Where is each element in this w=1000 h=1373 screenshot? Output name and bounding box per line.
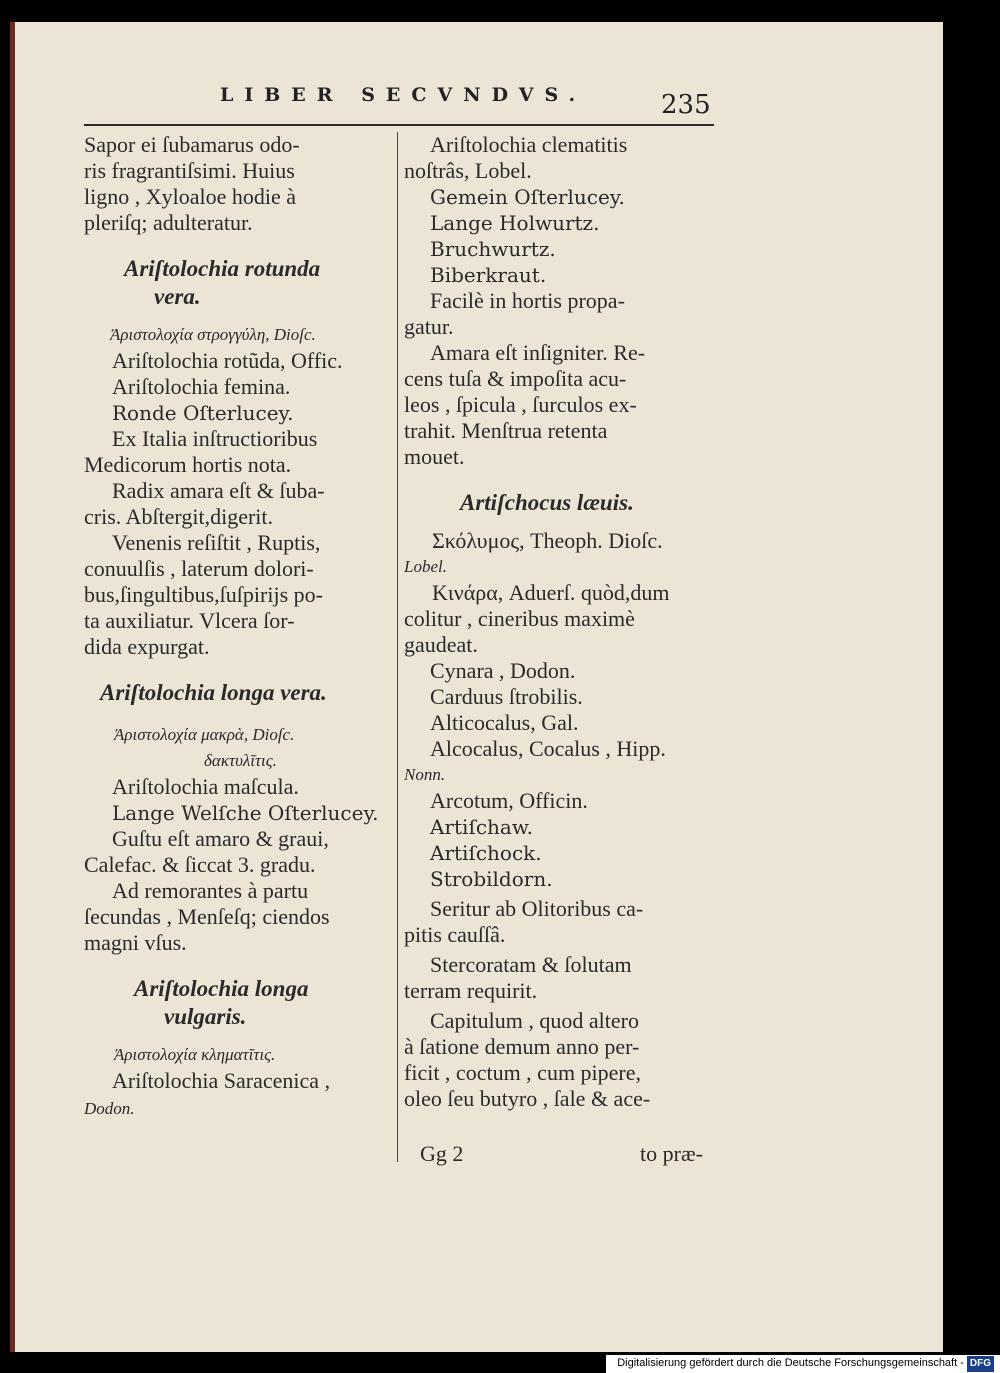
left-column-line: Ἀριστολοχία μακρὰ, Dioſc. bbox=[114, 725, 295, 744]
right-column-line: pitis cauſſâ. bbox=[404, 922, 506, 947]
right-column-line: Κινάρα, Aduerſ. quòd,dum bbox=[432, 580, 670, 605]
credit-text: Digitalisierung gefördert durch die Deutsche Forschungsgemeinschaft - bbox=[617, 1357, 964, 1369]
left-column-line: Ad remorantes à partu bbox=[112, 878, 309, 903]
left-column-line: dida expurgat. bbox=[84, 634, 210, 659]
right-column-line: gaudeat. bbox=[404, 632, 478, 657]
right-column-line: leos , ſpicula , ſurculos ex- bbox=[404, 392, 637, 417]
right-column-line: colitur , cineribus maximè bbox=[404, 606, 635, 631]
right-column-line: à ſatione demum anno per- bbox=[404, 1034, 640, 1059]
right-column-line: Bruchwurtz. bbox=[430, 237, 556, 261]
right-column-line: gatur. bbox=[404, 314, 454, 339]
running-title: LIBER SECVNDVS. bbox=[220, 84, 587, 106]
left-column-line: Ariſtolochia longa vera. bbox=[100, 680, 327, 705]
digitization-credit bbox=[606, 1355, 1000, 1373]
right-column-line: Alcocalus, Cocalus , Hipp. bbox=[430, 736, 666, 761]
left-column-line: Venenis reſiſtit , Ruptis, bbox=[112, 530, 321, 555]
right-column-line: Carduus ſtrobilis. bbox=[430, 684, 583, 709]
right-column-line: Strobildorn. bbox=[430, 867, 553, 891]
right-column-line: Seritur ab Olitoribus ca- bbox=[430, 896, 644, 921]
left-column-line: Ariſtolochia rotunda bbox=[124, 256, 321, 281]
signature-mark: Gg 2 bbox=[420, 1141, 464, 1166]
right-column-line: Ariſtolochia clematitis bbox=[430, 132, 628, 157]
right-column-line: cens tuſa & impoſita acu- bbox=[404, 366, 627, 391]
left-column-line: Medicorum hortis nota. bbox=[84, 452, 292, 477]
left-column-line: Calefac. & ſiccat 3. gradu. bbox=[84, 852, 316, 877]
left-column-line: bus,ſingultibus,ſuſpirijs po- bbox=[84, 582, 323, 607]
right-column-line: Artiſchock. bbox=[430, 841, 542, 865]
left-column-line: ſecundas , Menſeſq; ciendos bbox=[84, 904, 330, 929]
right-column-line: noſtrâs, Lobel. bbox=[404, 158, 532, 183]
left-column-line: Ἀριστολοχία στρογγύλη, Dioſc. bbox=[110, 325, 316, 344]
left-column-line: magni vſus. bbox=[84, 930, 187, 955]
left-column-line: δακτυλῖτις. bbox=[204, 751, 277, 770]
right-column-line: terram requirit. bbox=[404, 978, 538, 1003]
right-column-line: Biberkraut. bbox=[430, 263, 547, 287]
left-column-line: Dodon. bbox=[84, 1099, 135, 1118]
right-column-line: Alticocalus, Gal. bbox=[430, 710, 579, 735]
right-column-line: Artiſchaw. bbox=[430, 815, 533, 839]
left-column-line: Radix amara eſt & ſuba- bbox=[112, 478, 325, 503]
right-column-line: Arcotum, Officin. bbox=[430, 788, 588, 813]
right-column-line: Capitulum , quod altero bbox=[430, 1008, 639, 1033]
right-column-line: oleo ſeu butyro , ſale & ace- bbox=[404, 1086, 651, 1111]
left-column-line: vulgaris. bbox=[164, 1004, 247, 1029]
right-column-line: trahit. Menſtrua retenta bbox=[404, 418, 608, 443]
column-divider bbox=[397, 132, 398, 1162]
left-column-line: vera. bbox=[154, 284, 201, 309]
left-column-line: pleriſq; adulteratur. bbox=[84, 210, 253, 235]
dfg-logo: DFG bbox=[967, 1356, 994, 1372]
left-column-line: Sapor ei ſubamarus odo- bbox=[84, 132, 300, 157]
right-column-line: Gemein Oſterlucey. bbox=[430, 185, 625, 209]
right-column-line: Stercoratam & ſolutam bbox=[430, 952, 632, 977]
catchword: to præ- bbox=[640, 1141, 703, 1166]
left-column-line: Guſtu eſt amaro & graui, bbox=[112, 826, 329, 851]
right-column-line: mouet. bbox=[404, 444, 465, 469]
right-column-line: ficit , coctum , cum pipere, bbox=[404, 1060, 642, 1085]
right-column-line: Σκόλυμος, Theoph. Dioſc. bbox=[432, 528, 663, 553]
right-column-line: Artiſchocus læuis. bbox=[460, 490, 634, 515]
left-column-line: ta auxiliatur. Vlcera ſor- bbox=[84, 608, 295, 633]
left-column-line: Ariſtolochia longa bbox=[134, 976, 309, 1001]
left-column-line: Ariſtolochia femina. bbox=[112, 374, 291, 399]
left-column-line: Ἀριστολοχία κληματῖτις. bbox=[114, 1045, 276, 1064]
right-column-line: Lange Holwurtz. bbox=[430, 211, 600, 235]
left-column-line: Ariſtolochia Saracenica , bbox=[112, 1068, 331, 1093]
left-column-line: Ariſtolochia maſcula. bbox=[112, 774, 299, 799]
right-column-line: Amara eſt inſigniter. Re- bbox=[430, 340, 646, 365]
left-column-line: Ronde Oſterlucey. bbox=[112, 401, 294, 425]
left-column-line: Ex Italia inſtructioribus bbox=[112, 426, 318, 451]
left-column-line: ligno , Xyloaloe hodie à bbox=[84, 184, 297, 209]
left-column-line: conuulſis , laterum dolori- bbox=[84, 556, 314, 581]
right-column-line: Nonn. bbox=[404, 765, 446, 784]
right-column-line: Lobel. bbox=[404, 557, 447, 576]
left-column-line: cris. Abſtergit,digerit. bbox=[84, 504, 274, 529]
header-rule bbox=[84, 124, 714, 126]
right-column-line: Cynara , Dodon. bbox=[430, 658, 576, 683]
left-column-line: Lange Welſche Oſterlucey. bbox=[112, 801, 379, 825]
page-number: 235 bbox=[661, 90, 711, 120]
left-column-line: ris fragrantiſsimi. Huius bbox=[84, 158, 295, 183]
left-column-line: Ariſtolochia rotũda, Offic. bbox=[112, 348, 343, 373]
right-column-line: Facilè in hortis propa- bbox=[430, 288, 625, 313]
